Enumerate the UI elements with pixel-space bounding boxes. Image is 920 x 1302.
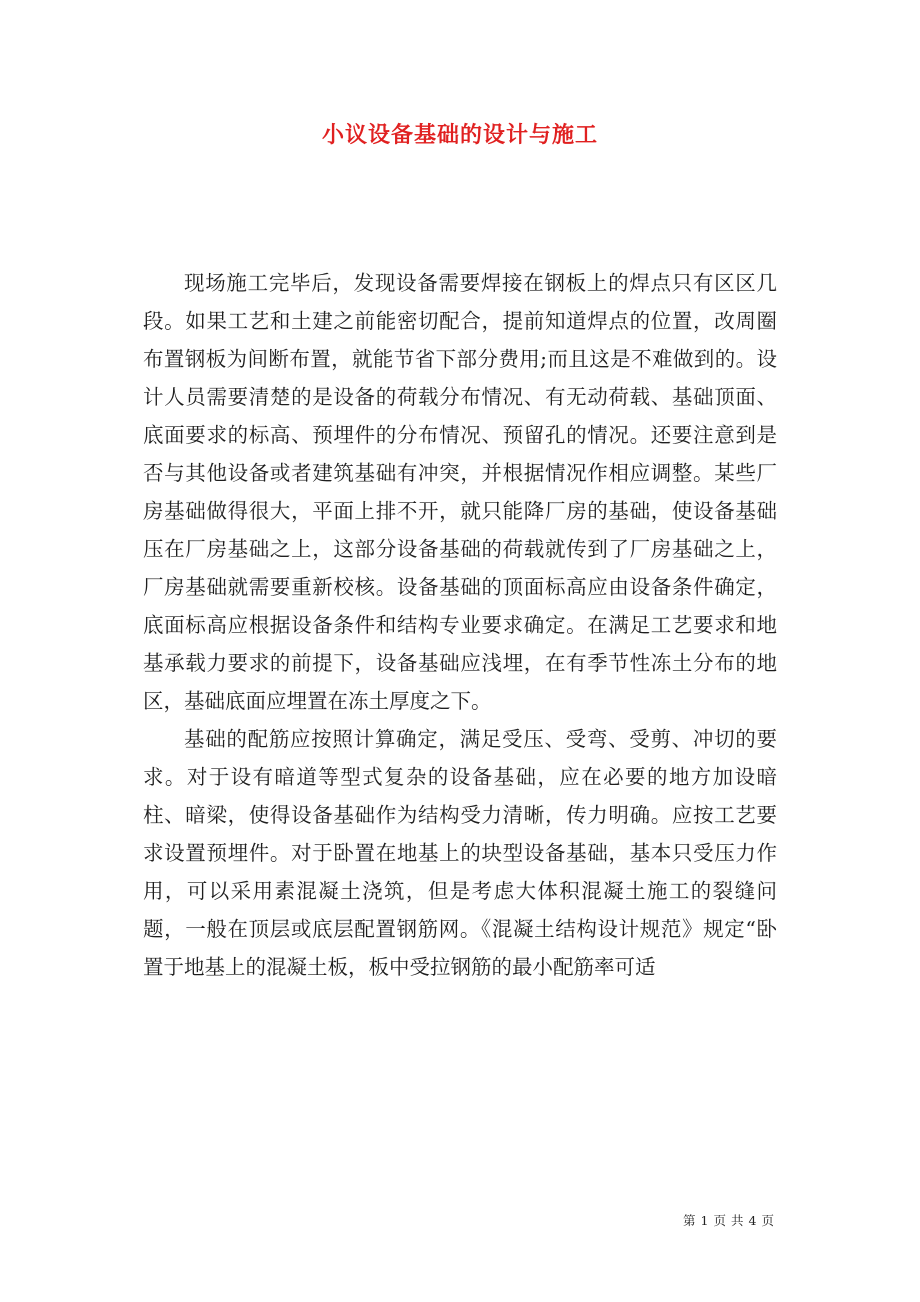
document-body	[143, 264, 777, 986]
footer-current-page: 1	[700, 1213, 710, 1228]
footer-total-pages: 4	[748, 1213, 758, 1228]
footer-page-word: 页	[713, 1213, 728, 1228]
document-title: 小议设备基础的设计与施工	[321, 122, 598, 148]
page-number-footer	[681, 1211, 777, 1229]
footer-suffix: 页	[761, 1213, 775, 1228]
footer-prefix: 第	[683, 1213, 697, 1228]
paragraph-1: 现场施工完毕后，发现设备需要焊接在钢板上的焊点只有区区几段。如果工艺和土建之前能密切配合，提前知道焊点的位置，改周圈布置钢板为间断布置，就能节省下部分费用;而且这是不难做到的。设计人员需要清楚的是设备的荷载分布情况、有无动荷载、基础顶面、底面要求的标高、预埋件的分布情况、预留孔的情况。还要注意到是否与其他设备或者建筑基础有冲突，并根据情况作相应调整。某些厂房基础做得很大，平面上排不开，就只能降厂房的基础，使设备基础压在厂房基础之上，这部分设备基础的荷载就传到了厂房基础之上，厂房基础就需要重新校核。设备基础的顶面标高应由设备条件确定，底面标高应根据设备条件和结构专业要求确定。在满足工艺要求和地基承载力要求的前提下，设备基础应浅埋，在有季节性冻土分布的地区，基础底面应埋置在冻土厚度之下。	[143, 271, 777, 713]
footer-total-prefix: 共	[731, 1213, 745, 1228]
paragraph-2: 基础的配筋应按照计算确定，满足受压、受弯、受剪、冲切的要求。对于设有暗道等型式复杂的设备基础，应在必要的地方加设暗柱、暗梁，使得设备基础作为结构受力清晰，传力明确。应按工艺要求设置预埋件。对于卧置在地基上的块型设备基础，基本只受压力作用，可以采用素混凝土浇筑，但是考虑大体积混凝土施工的裂缝问题，一般在顶层或底层配置钢筋网。《混凝土结构设计规范》规定“卧置于地基上的混凝土板，板中受拉钢筋的最小配筋率可适	[143, 727, 777, 979]
